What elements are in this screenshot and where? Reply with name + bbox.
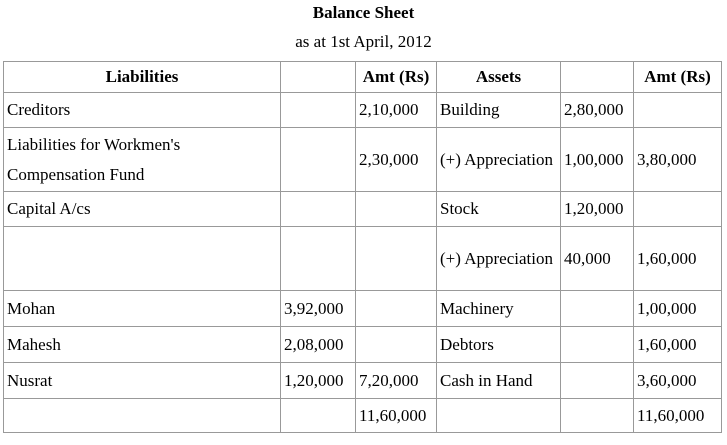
- sheet-subtitle: as at 1st April, 2012: [295, 32, 432, 51]
- cell-asset-total: 11,60,000: [634, 399, 722, 433]
- table-row: [4, 227, 722, 291]
- header-liabilities-amount: Amt (Rs): [356, 62, 437, 93]
- cell-liability-total: 11,60,000: [356, 399, 437, 433]
- table-row: [4, 192, 722, 227]
- cell-asset: (+) Appreciation: [437, 128, 561, 192]
- cell-liability-amount: [356, 227, 437, 291]
- header-blank-1: [281, 62, 356, 93]
- header-liabilities: Liabilities: [4, 62, 281, 93]
- cell-asset-sub-amount: [561, 291, 634, 327]
- cell-asset-sub-amount: [561, 399, 634, 433]
- cell-liability: Liabilities for Workmen's Compensation Fund: [4, 128, 281, 192]
- cell-asset: Cash in Hand: [437, 363, 561, 399]
- cell-liability-amount: [356, 192, 437, 227]
- cell-liability: Nusrat: [4, 363, 281, 399]
- cell-asset: Debtors: [437, 327, 561, 363]
- cell-liability-amount: 7,20,000: [356, 363, 437, 399]
- cell-asset: Building: [437, 93, 561, 128]
- cell-liability-amount: 2,10,000: [356, 93, 437, 128]
- table-row: [4, 93, 722, 128]
- cell-asset-amount: 3,80,000: [634, 128, 722, 192]
- cell-liability: [4, 227, 281, 291]
- cell-asset-amount: 1,00,000: [634, 291, 722, 327]
- cell-asset: Stock: [437, 192, 561, 227]
- cell-sub-amount: [281, 128, 356, 192]
- cell-liability: [4, 399, 281, 433]
- cell-asset-sub-amount: 40,000: [561, 227, 634, 291]
- table-row: [4, 327, 722, 363]
- cell-sub-amount: 2,08,000: [281, 327, 356, 363]
- cell-asset: [437, 399, 561, 433]
- cell-sub-amount: [281, 227, 356, 291]
- table-row: [4, 291, 722, 327]
- cell-liability: Mahesh: [4, 327, 281, 363]
- cell-asset-sub-amount: 1,00,000: [561, 128, 634, 192]
- cell-liability-amount: [356, 327, 437, 363]
- cell-asset: (+) Appreciation: [437, 227, 561, 291]
- cell-asset-sub-amount: [561, 363, 634, 399]
- cell-liability-amount: [356, 291, 437, 327]
- cell-asset-sub-amount: [561, 327, 634, 363]
- cell-asset-amount: [634, 192, 722, 227]
- header-assets: Assets: [437, 62, 561, 93]
- table-row-total: [4, 399, 722, 433]
- table-row: [4, 363, 722, 399]
- balance-sheet-table: [3, 61, 722, 433]
- cell-asset-amount: [634, 93, 722, 128]
- cell-asset-amount: 1,60,000: [634, 227, 722, 291]
- cell-asset-sub-amount: 1,20,000: [561, 192, 634, 227]
- table-row: [4, 128, 722, 192]
- header-blank-2: [561, 62, 634, 93]
- table-header-row: [4, 62, 722, 93]
- sheet-title: Balance Sheet: [312, 3, 415, 22]
- cell-asset: Machinery: [437, 291, 561, 327]
- cell-liability-amount: 2,30,000: [356, 128, 437, 192]
- header-assets-amount: Amt (Rs): [634, 62, 722, 93]
- cell-liability: Mohan: [4, 291, 281, 327]
- cell-sub-amount: [281, 93, 356, 128]
- cell-sub-amount: 3,92,000: [281, 291, 356, 327]
- cell-asset-amount: 3,60,000: [634, 363, 722, 399]
- cell-sub-amount: [281, 399, 356, 433]
- cell-sub-amount: 1,20,000: [281, 363, 356, 399]
- cell-liability: Creditors: [4, 93, 281, 128]
- cell-sub-amount: [281, 192, 356, 227]
- cell-asset-amount: 1,60,000: [634, 327, 722, 363]
- cell-asset-sub-amount: 2,80,000: [561, 93, 634, 128]
- cell-liability: Capital A/cs: [4, 192, 281, 227]
